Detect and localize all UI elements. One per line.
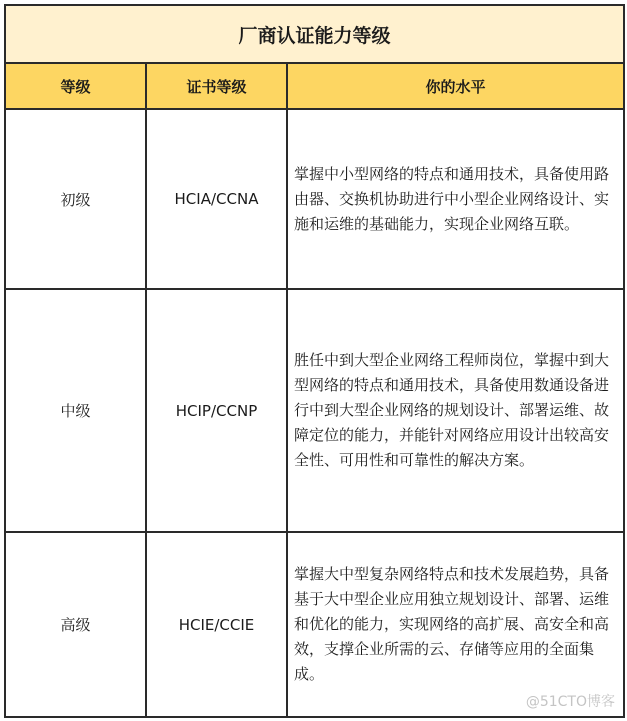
- header-desc: 你的水平: [287, 63, 624, 109]
- certification-table: [4, 4, 625, 718]
- level-cell: 初级: [5, 109, 146, 289]
- table-title: 厂商认证能力等级: [5, 5, 624, 63]
- header-level: 等级: [5, 63, 146, 109]
- header-cert: 证书等级: [146, 63, 287, 109]
- table-title-row: [5, 5, 624, 63]
- table-row: [5, 532, 624, 717]
- desc-cell: 掌握中小型网络的特点和通用技术，具备使用路由器、交换机协助进行中小型企业网络设计、实施和运维的基础能力，实现企业网络互联。: [287, 109, 624, 289]
- table-header-row: [5, 63, 624, 109]
- level-cell: 高级: [5, 532, 146, 717]
- cert-cell: HCIE/CCIE: [146, 532, 287, 717]
- desc-cell: 掌握大中型复杂网络特点和技术发展趋势，具备基于大中型企业应用独立规划设计、部署、运维和优化的能力，实现网络的高扩展、高安全和高效，支撑企业所需的云、存储等应用的全面集成。: [287, 532, 624, 717]
- table-row: [5, 289, 624, 532]
- watermark: @51CTO博客: [525, 694, 615, 710]
- table-row: [5, 109, 624, 289]
- desc-cell: 胜任中到大型企业网络工程师岗位，掌握中到大型网络的特点和通用技术，具备使用数通设备进行中到大型企业网络的规划设计、部署运维、故障定位的能力，并能针对网络应用设计出较高安全性、可用性和可靠性的解决方案。: [287, 289, 624, 532]
- cert-cell: HCIA/CCNA: [146, 109, 287, 289]
- cert-cell: HCIP/CCNP: [146, 289, 287, 532]
- level-cell: 中级: [5, 289, 146, 532]
